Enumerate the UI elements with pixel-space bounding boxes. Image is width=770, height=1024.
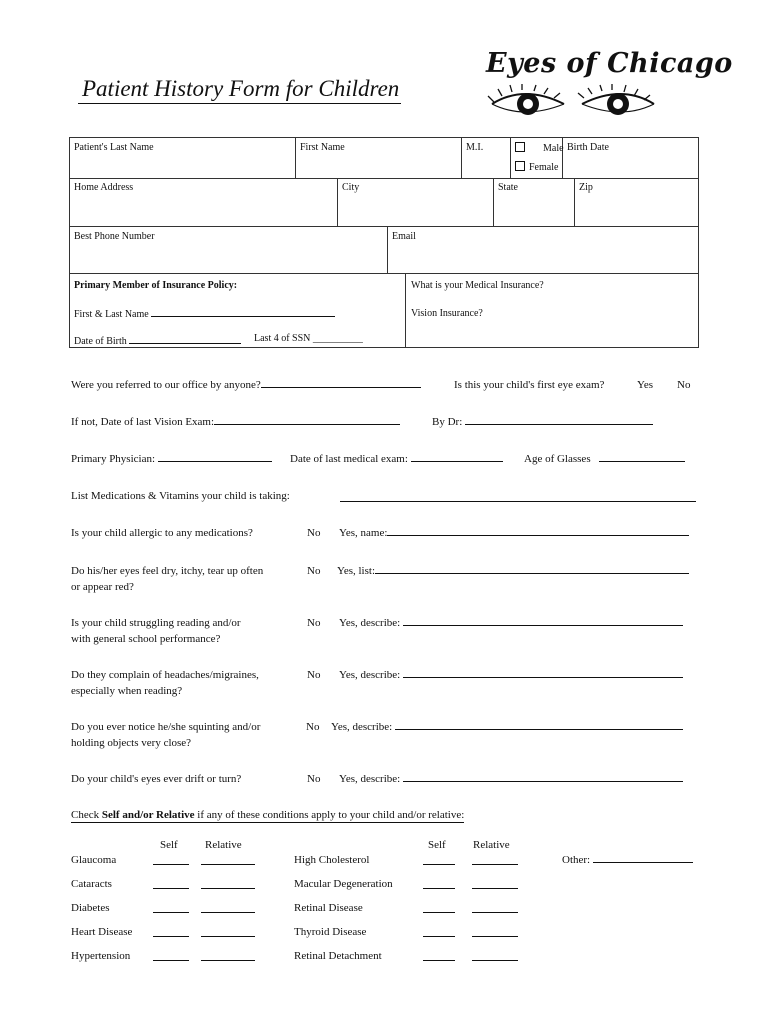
medications-line[interactable] [340,501,696,502]
self-header-right: Self [428,839,446,851]
zip-label: Zip [579,182,593,193]
self-header-left: Self [160,839,178,851]
condition-row-left [71,900,109,916]
squint-no[interactable]: No [306,721,320,733]
condition-label: Diabetes [71,902,110,914]
ssn-field[interactable]: Last 4 of SSN __________ [254,333,363,344]
self-blank[interactable] [423,960,455,961]
headaches-yes-field[interactable]: Yes, describe: [339,667,683,683]
primary-physician-field[interactable]: Primary Physician: [71,451,272,467]
reading-yes-field[interactable]: Yes, describe: [339,615,683,631]
first-exam-no[interactable]: No [677,379,691,391]
relative-blank[interactable] [201,912,255,913]
condition-row-left [71,876,112,892]
self-blank[interactable] [423,888,455,889]
self-blank[interactable] [423,864,455,865]
condition-row-left [71,924,132,940]
state-label: State [498,182,518,193]
relative-blank[interactable] [472,888,518,889]
condition-row-right [294,948,382,964]
allergic-question: Is your child allergic to any medications? [71,527,253,539]
relative-blank[interactable] [472,864,518,865]
self-blank[interactable] [423,912,455,913]
condition-label: Heart Disease [71,926,133,938]
relative-blank[interactable] [472,936,518,937]
birth-date-label: Birth Date [567,142,609,153]
condition-label: Retinal Detachment [294,950,382,962]
email-label: Email [392,231,416,242]
condition-label: Hypertension [71,950,131,962]
relative-header-right: Relative [473,839,510,851]
first-name-label: First Name [300,142,345,153]
dob-field[interactable]: Date of Birth [74,333,241,347]
self-blank[interactable] [153,888,189,889]
eyes-logo-icon [484,84,662,128]
first-exam-yes[interactable]: Yes [637,379,654,391]
last-name-label: Patient's Last Name [74,142,154,153]
condition-row-left [71,852,116,868]
conditions-instruction: Check Self and/or Relative if any of these conditions apply to your child and/or relative: [71,809,465,821]
drift-question: Do your child's eyes ever drift or turn? [71,773,242,785]
relative-blank[interactable] [472,960,518,961]
condition-row-right [294,852,369,868]
last-medical-field[interactable]: Date of last medical exam: [290,451,503,467]
self-blank[interactable] [423,936,455,937]
primary-member-label: Primary Member of Insurance Policy: [74,280,238,291]
medical-insurance-label: What is your Medical Insurance? [411,280,544,291]
other-field[interactable]: Other: [562,852,693,868]
city-label: City [342,182,360,193]
relative-blank[interactable] [201,936,255,937]
form-title: Patient History Form for Children [78,76,401,104]
female-option[interactable] [515,161,558,173]
squint-yes-field[interactable]: Yes, describe: [331,719,683,735]
condition-label: High Cholesterol [294,854,370,866]
condition-row-right [294,876,393,892]
dry-eyes-yes-field[interactable]: Yes, list: [337,563,689,579]
condition-row-left [71,948,130,964]
relative-header-left: Relative [205,839,242,851]
male-label: Male [543,143,564,154]
relative-blank[interactable] [201,960,255,961]
condition-label: Thyroid Disease [294,926,367,938]
age-glasses-field[interactable]: Age of Glasses [524,451,685,467]
self-blank[interactable] [153,912,189,913]
condition-label: Retinal Disease [294,902,363,914]
drift-no[interactable]: No [307,773,321,785]
allergic-yes-field[interactable]: Yes, name: [339,525,689,541]
first-exam-question: Is this your child's first eye exam? [454,379,605,391]
self-blank[interactable] [153,936,189,937]
logo-text: Eyes of Chicago [486,48,733,79]
home-address-label: Home Address [74,182,134,193]
condition-row-right [294,900,363,916]
first-last-name-field[interactable]: First & Last Name [74,306,335,320]
referred-question[interactable]: Were you referred to our office by anyone? [71,377,421,393]
headaches-no[interactable]: No [307,669,321,681]
reading-question: Is your child struggling reading and/or with general school performance? [71,617,241,645]
female-label: Female [529,162,559,173]
reading-no[interactable]: No [307,617,321,629]
drift-yes-field[interactable]: Yes, describe: [339,771,683,787]
self-blank[interactable] [153,864,189,865]
male-checkbox[interactable] [515,142,525,152]
male-option[interactable] [515,142,564,154]
squint-question: Do you ever notice he/she squinting and/or holding objects very close? [71,721,261,749]
self-blank[interactable] [153,960,189,961]
dry-eyes-question: Do his/her eyes feel dry, itchy, tear up often or appear red? [71,565,264,593]
last-exam-field[interactable]: If not, Date of last Vision Exam: [71,414,400,430]
relative-blank[interactable] [201,864,255,865]
condition-row-right [294,924,366,940]
condition-label: Glaucoma [71,854,117,866]
headaches-question: Do they complain of headaches/migraines, especially when reading? [71,669,259,697]
relative-blank[interactable] [201,888,255,889]
by-dr-field[interactable]: By Dr: [432,414,653,430]
condition-label: Macular Degeneration [294,878,393,890]
medications-label: List Medications & Vitamins your child is taking: [71,490,290,502]
vision-insurance-label: Vision Insurance? [411,308,483,319]
female-checkbox[interactable] [515,161,525,171]
dry-eyes-no[interactable]: No [307,565,321,577]
condition-label: Cataracts [71,878,112,890]
phone-label: Best Phone Number [74,231,155,242]
relative-blank[interactable] [472,912,518,913]
mi-label: M.I. [466,142,484,153]
allergic-no[interactable]: No [307,527,321,539]
